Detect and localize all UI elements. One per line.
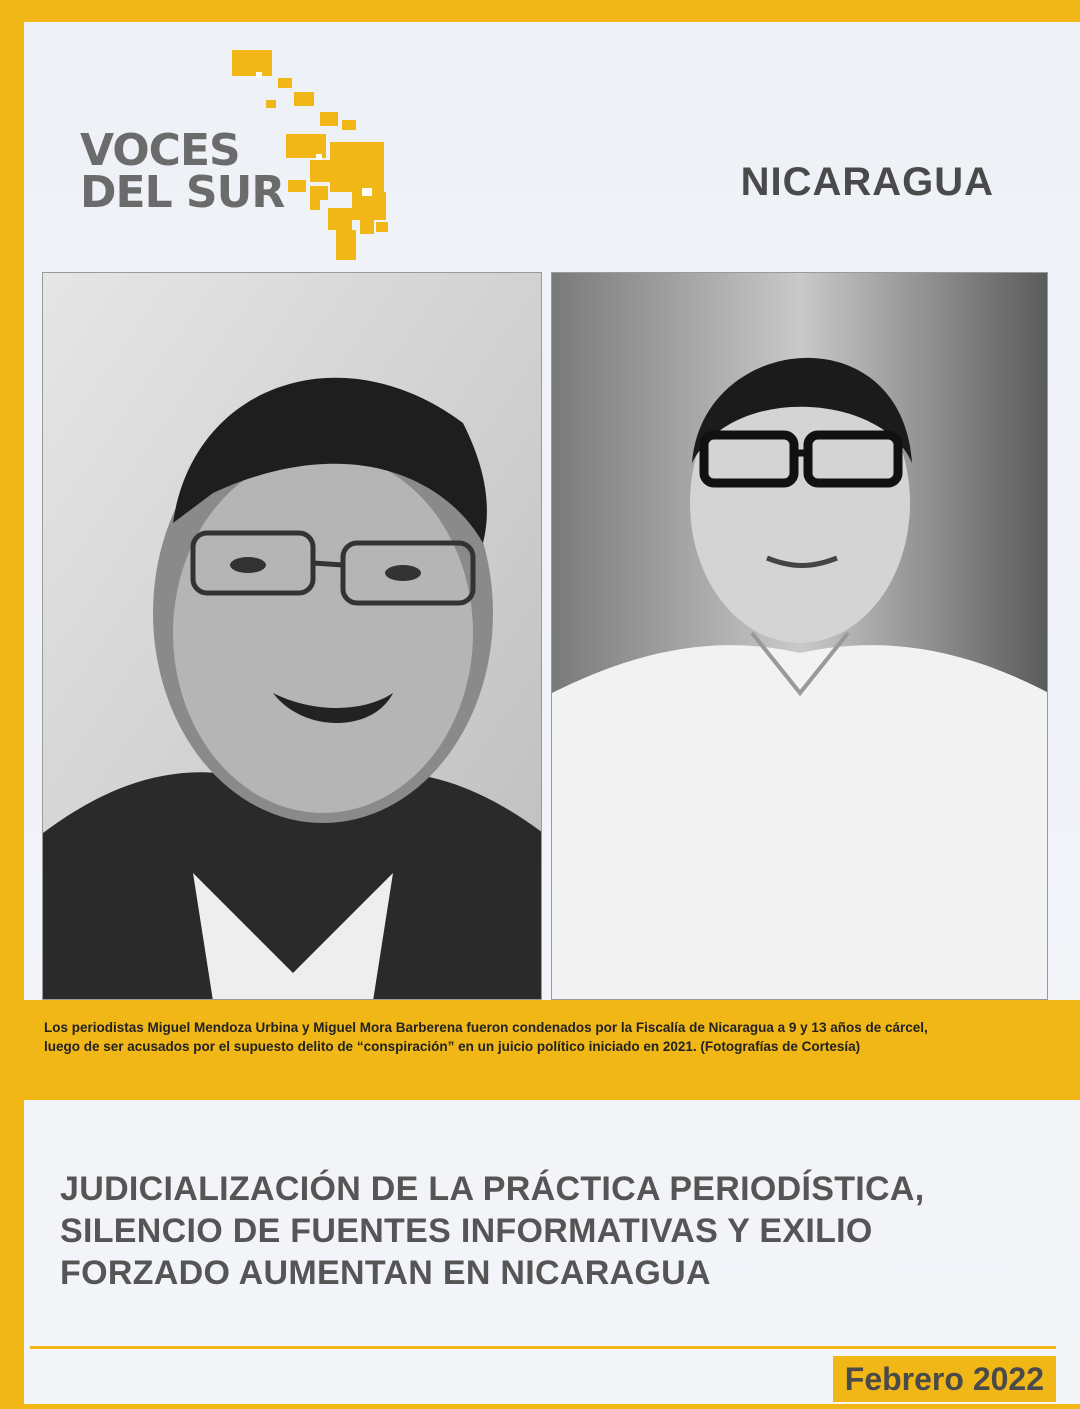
headline-line-2: SILENCIO DE FUENTES INFORMATIVAS Y EXILIO <box>60 1212 873 1250</box>
logo-wordmark <box>80 125 285 218</box>
country-title: NICARAGUA <box>740 160 994 204</box>
report-headline <box>60 1168 1050 1294</box>
caption-line-1: Los periodistas Miguel Mendoza Urbina y Miguel Mora Barberena fueron condenados por la Fiscalía de Nicaragua a 9 y 13 años de cárcel, <box>44 1020 928 1035</box>
photo-miguel-mendoza <box>42 272 542 1000</box>
photo-caption-band <box>0 1000 1080 1100</box>
portrait-illustration-left <box>43 273 542 1000</box>
portrait-illustration-right <box>552 273 1048 1000</box>
voces-del-sur-logo <box>80 50 410 270</box>
logo-line-1: VOCES <box>80 125 240 176</box>
photo-caption <box>44 1018 1044 1056</box>
report-date: Febrero 2022 <box>844 1360 1044 1397</box>
caption-line-2: luego de ser acusados por el supuesto delito de “conspiración” en un juicio político iniciado en 2021. (Fotografías de Cortesía) <box>44 1039 861 1054</box>
date-badge <box>833 1356 1056 1402</box>
logo-line-2: DEL SUR <box>80 167 285 218</box>
headline-line-1: JUDICIALIZACIÓN DE LA PRÁCTICA PERIODÍSTICA, <box>60 1170 925 1208</box>
photo-miguel-mora <box>551 272 1048 1000</box>
headline-line-3: FORZADO AUMENTAN EN NICARAGUA <box>60 1254 711 1292</box>
bottom-accent-bar <box>0 1404 1080 1409</box>
divider-rule <box>30 1346 1056 1349</box>
photo-diptych <box>42 272 1048 1000</box>
